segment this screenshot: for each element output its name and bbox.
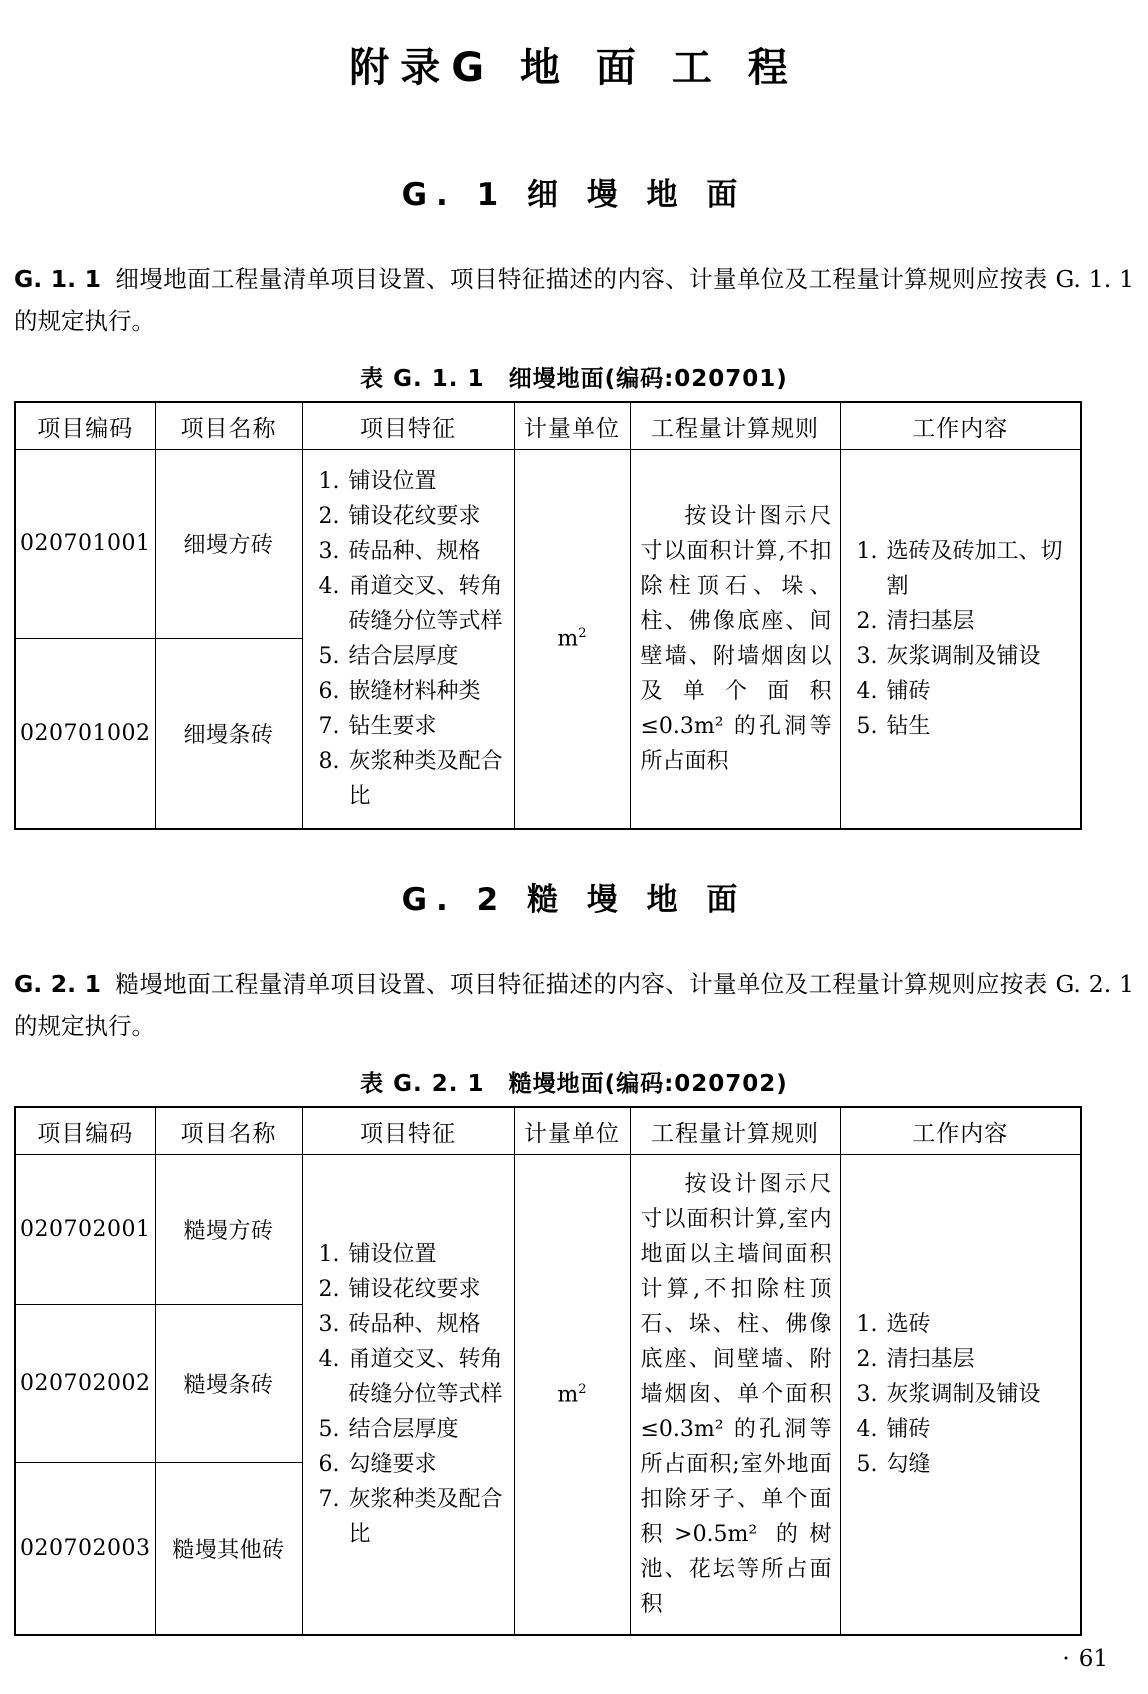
feature-item: 4. 甬道交叉、转角砖缝分位等式样 xyxy=(318,574,503,634)
column-header-feature: 项目特征 xyxy=(302,1107,514,1155)
unit-exponent: 2 xyxy=(578,1381,587,1397)
feature-item: 7. 灰浆种类及配合比 xyxy=(318,1487,503,1547)
work-item: 5. 钻生 xyxy=(856,714,931,739)
work-item: 4. 铺砖 xyxy=(856,1417,931,1442)
clause-number-g21: G. 2. 1 xyxy=(14,970,102,998)
feature-item: 3. 砖品种、规格 xyxy=(318,539,481,564)
work-item: 3. 灰浆调制及铺设 xyxy=(856,644,1041,669)
clause-g11 xyxy=(14,258,1134,342)
document-page xyxy=(0,20,1148,1694)
cell-item-name: 细墁方砖 xyxy=(155,450,302,639)
clause-text-g11: 细墁地面工程量清单项目设置、项目特征描述的内容、计量单位及工程量计算规则应按表 G. 1. 1 的规定执行。 xyxy=(14,265,1134,335)
work-item: 2. 清扫基层 xyxy=(856,1347,975,1372)
work-item: 2. 清扫基层 xyxy=(856,609,975,634)
column-header-unit: 计量单位 xyxy=(514,402,630,450)
work-item: 4. 铺砖 xyxy=(856,679,931,704)
feature-item: 2. 铺设花纹要求 xyxy=(318,1277,481,1302)
cell-unit xyxy=(514,450,630,830)
feature-item: 7. 钻生要求 xyxy=(318,714,437,739)
cell-item-name: 糙墁条砖 xyxy=(155,1305,302,1463)
section-heading-g2: G. 2 糙 墁 地 面 xyxy=(401,882,747,918)
feature-item: 6. 嵌缝材料种类 xyxy=(318,679,481,704)
table-caption-label-g21: 表 G. 2. 1 xyxy=(360,1071,485,1097)
cell-item-code: 020701002 xyxy=(15,638,155,829)
work-item: 5. 勾缝 xyxy=(856,1452,931,1477)
table-row xyxy=(15,450,1081,639)
column-header-name: 项目名称 xyxy=(155,402,302,450)
feature-list xyxy=(303,450,514,828)
cell-item-name: 糙墁其他砖 xyxy=(155,1463,302,1635)
cell-unit xyxy=(514,1155,630,1636)
column-header-rule: 工程量计算规则 xyxy=(630,1107,840,1155)
column-header-rule: 工程量计算规则 xyxy=(630,402,840,450)
table-caption-title-g21: 糙墁地面(编码:020702) xyxy=(508,1071,788,1097)
feature-item: 5. 结合层厚度 xyxy=(318,644,459,669)
feature-item: 1. 铺设位置 xyxy=(318,469,437,494)
clause-g21 xyxy=(14,963,1134,1047)
table-caption-g21 xyxy=(0,1065,1148,1098)
column-header-code: 项目编码 xyxy=(15,1107,155,1155)
page-footer xyxy=(1062,1646,1108,1672)
page-number-mark: · xyxy=(1062,1646,1070,1672)
column-header-work: 工作内容 xyxy=(840,1107,1081,1155)
table-caption-g11 xyxy=(0,360,1148,393)
table-g21 xyxy=(14,1106,1082,1636)
feature-item: 1. 铺设位置 xyxy=(318,1242,437,1267)
cell-item-name: 细墁条砖 xyxy=(155,638,302,829)
table-g11 xyxy=(14,401,1082,830)
work-item: 1. 选砖及砖加工、切割 xyxy=(856,539,1063,599)
cell-item-features xyxy=(302,1155,514,1636)
feature-item: 6. 勾缝要求 xyxy=(318,1452,437,1477)
cell-item-code: 020702002 xyxy=(15,1305,155,1463)
column-header-code: 项目编码 xyxy=(15,402,155,450)
feature-item: 8. 灰浆种类及配合比 xyxy=(318,749,503,809)
column-header-feature: 项目特征 xyxy=(302,402,514,450)
clause-text-g21: 糙墁地面工程量清单项目设置、项目特征描述的内容、计量单位及工程量计算规则应按表 G. 2. 1 的规定执行。 xyxy=(14,970,1134,1040)
cell-item-code: 020701001 xyxy=(15,450,155,639)
work-item: 3. 灰浆调制及铺设 xyxy=(856,1382,1041,1407)
appendix-title: 附录G 地 面 工 程 xyxy=(349,45,799,91)
table-header-row xyxy=(15,1107,1081,1155)
column-header-unit: 计量单位 xyxy=(514,1107,630,1155)
work-list xyxy=(841,1293,1081,1496)
cell-work-content xyxy=(840,1155,1081,1636)
cell-item-code: 020702001 xyxy=(15,1155,155,1305)
table-caption-title-g11: 细墁地面(编码:020701) xyxy=(508,366,788,392)
feature-item: 4. 甬道交叉、转角砖缝分位等式样 xyxy=(318,1347,503,1407)
calc-rule-text: 按设计图示尺寸以面积计算,室内地面以主墙间面积计算,不扣除柱顶石、垛、柱、佛像底座、间壁墙、附墙烟囱、单个面积≤0.3m² 的孔洞等所占面积;室外地面扣除牙子、单个面积>0.5m² 的树池、花坛等所占面积 xyxy=(640,1172,832,1617)
cell-calc-rule xyxy=(630,1155,840,1636)
page-number: 61 xyxy=(1078,1646,1108,1672)
feature-list xyxy=(303,1223,514,1566)
cell-calc-rule xyxy=(630,450,840,830)
cell-work-content xyxy=(840,450,1081,830)
cell-item-code: 020702003 xyxy=(15,1463,155,1635)
work-list xyxy=(841,520,1081,758)
column-header-work: 工作内容 xyxy=(840,402,1081,450)
unit-exponent: 2 xyxy=(578,626,587,642)
cell-item-features xyxy=(302,450,514,830)
feature-item: 2. 铺设花纹要求 xyxy=(318,504,481,529)
clause-number-g11: G. 1. 1 xyxy=(14,265,102,293)
cell-item-name: 糙墁方砖 xyxy=(155,1155,302,1305)
feature-item: 3. 砖品种、规格 xyxy=(318,1312,481,1337)
table-header-row xyxy=(15,402,1081,450)
work-item: 1. 选砖 xyxy=(856,1312,931,1337)
calc-rule-text: 按设计图示尺寸以面积计算,不扣除柱顶石、垛、柱、佛像底座、间壁墙、附墙烟囱以及单个面积≤0.3m² 的孔洞等所占面积 xyxy=(640,504,832,774)
table-caption-label-g11: 表 G. 1. 1 xyxy=(360,366,485,392)
unit-value: m xyxy=(557,1382,579,1408)
unit-value: m xyxy=(557,626,579,652)
section-heading-g1: G. 1 细 墁 地 面 xyxy=(401,177,747,213)
table-row xyxy=(15,1155,1081,1305)
column-header-name: 项目名称 xyxy=(155,1107,302,1155)
feature-item: 5. 结合层厚度 xyxy=(318,1417,459,1442)
